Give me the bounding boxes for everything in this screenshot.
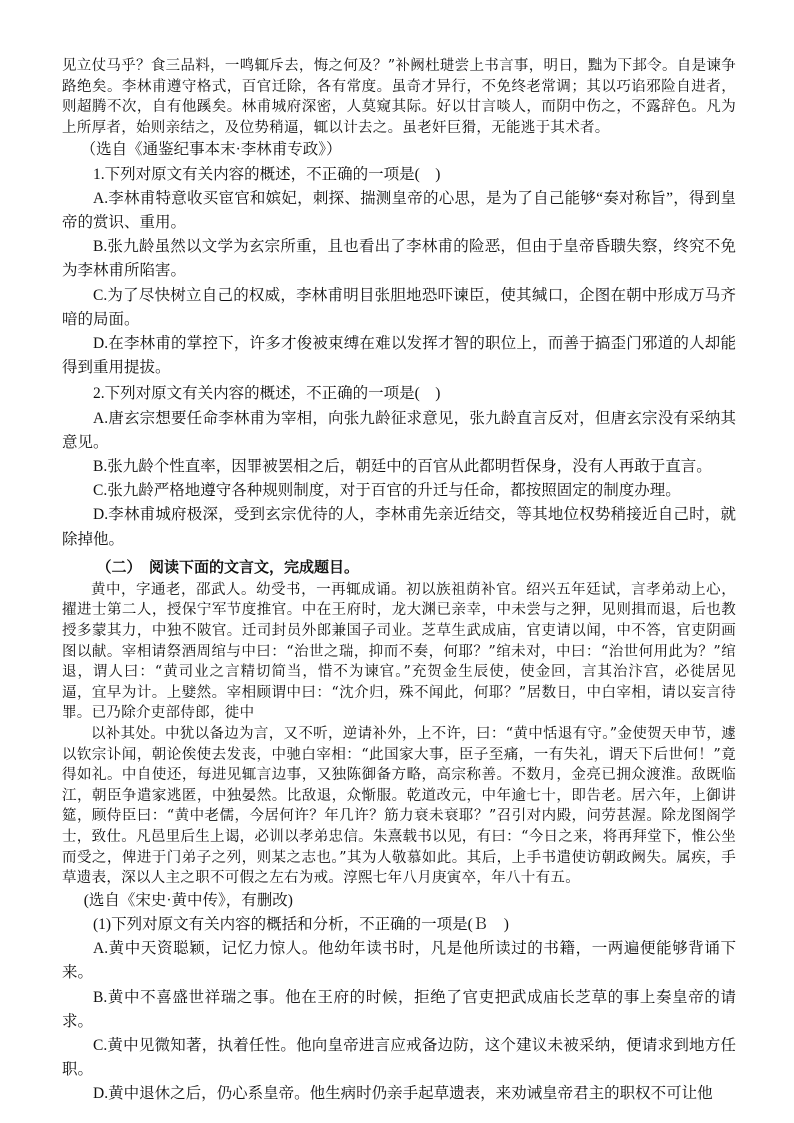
- question-3-stem: (1)下列对原文有关内容的概括和分析，不正确的一项是(Ｂ ): [93, 915, 509, 933]
- question-3-option-c: C.黄中见微知著，执着任性。他向皇帝进言应戒备边防，这个建议未被采纳，便请求到地方任职。: [62, 1036, 736, 1079]
- question-3: [62, 913, 736, 1107]
- question-2-option-d: D.李林甫城府极深，受到玄宗优待的人，李林甫先亲近结交，等其地位权势稍接近自己时，就除掉他。: [62, 506, 736, 548]
- question-1-option-a: A.李林甫特意收买宦官和嫔妃，刺探、揣测皇帝的心思，是为了自己能够“奏对称旨”，得到皇帝的赏识、重用。: [62, 189, 736, 231]
- question-2-option-b: B.张九龄个性直率，因罪被罢相之后，朝廷中的百官从此都明哲保身，没有人再敢于直言。: [93, 458, 712, 476]
- question-3-option-a: A.黄中天资聪颖，记忆力惊人。他幼年读书时，凡是他所读过的书籍，一两遍便能够背诵下来。: [62, 940, 736, 982]
- question-1-option-c: C.为了尽快树立自己的权威，李林甫明目张胆地恐吓谏臣，使其缄口，企图在朝中形成万马齐喑的局面。: [62, 286, 736, 328]
- passage-1-ending: 见立仗马乎？食三品料，一鸣辄斥去，悔之何及？”补阙杜琎尝上书言事，明日，黜为下邽令。自是谏争路绝矣。李林甫遵守格式，百官迁除，各有常度。虽奇才异行，不免终老常调；其以巧谄邪险自进者，则超腾不次，自有他蹊矣。林甫城府深密，人莫窥其际。好以甘言啖人，而阴中伤之，不露辞色。凡为上所厚者，始则亲结之，及位势稍逼，辄以计去之。虽老奸巨猾，无能逃于其术者。: [62, 58, 736, 136]
- question-2-option-a: A.唐玄宗想要任命李林甫为宰相，向张九龄征求意见，张九龄直言反对，但唐玄宗没有采纳其意见。: [62, 409, 736, 451]
- question-2: [62, 382, 736, 551]
- question-2-option-c: C.张九龄严格地遵守各种规则制度，对于百官的升迁与任命，都按照固定的制度办理。: [93, 482, 681, 500]
- question-3-option-b: B.黄中不喜盛世祥瑞之事。他在王府的时候，拒绝了官吏把武成庙长芝草的事上奏皇帝的请求。: [62, 988, 736, 1030]
- passage-1-source: （选自《通鉴纪事本末·李林甫专政》）: [80, 141, 342, 159]
- section-2-heading: （二） 阅读下面的文言文，完成题目。: [96, 557, 360, 576]
- question-1: [62, 163, 736, 381]
- question-1-stem: 1.下列对原文有关内容的概述，不正确的一项是( ): [93, 165, 441, 183]
- passage-2-paragraph-2: 以补其处。中犹以备边为言，又不听，逆请补外，上不许，曰：“黄中恬退有守。”金使贺天申节，遽以钦宗讣闻，朝论俟使去发丧，中驰白宰相：“此国家大事，臣子至痛，一有失礼，谓天下后世何！”竟得如礼。中自使还，每进见辄言边事，又独陈御备方略，高宗称善。不数月，金亮已拥众渡淮。敌既临江，朝臣争遣家逃匿，中独晏然。比敌退，众惭服。乾道改元，中年逾七十，即告老。居六年，上御讲筵，顾侍臣曰：“黄中老儒，今居何许？年几许？筋力衰未衰耶？”召引对内殿，问劳甚渥。除龙图阁学士，致仕。凡邑里后生上谒，必训以孝弟忠信。朱熹载书以见，有曰：“今日之来，将再拜堂下，惟公坐而受之，俾进于门弟子之列，则某之志也。”其为人敬慕如此。其后，上手书遣使访朝政阙失。属疾，手草遗表，深以人主之职不可假之左右为戒。淳熙七年八月庚寅卒，年八十有五。: [62, 725, 736, 887]
- question-3-option-d: D.黄中退休之后，仍心系皇帝。他生病时仍亲手起草遗表，来劝诫皇帝君主的职权不可让他: [93, 1085, 713, 1103]
- passage-2-paragraph-1: 黄中，字通老，邵武人。幼受书，一再辄成诵。初以族祖荫补官。绍兴五年廷试，言孝弟动上心，擢进士第二人，授保宁军节度推官。中在王府时，龙大渊已亲幸，中未尝与之狎，见则揖而退，后也教授多蒙其力，中独不陂官。迁司封员外郎兼国子司业。芝草生武成庙，官吏请以闻，中不答，官吏阴画图以献。宰相请祭酒周绾与中曰：“治世之瑞，抑而不奏，何耶？”绾未对，中曰：“治世何用此为？”绾退，谓人曰：“黄司业之言精切简当，惜不为谏官。”充贺金生辰使，使金回，言其治汴宫，必徙居见逼，宜早为计。上嬖然。宰相顾谓中曰：“沈介归，殊不闻此，何耶？”居数日，中白宰相，请以妄言待罪。已乃除介吏部侍郎，徙中: [62, 581, 736, 722]
- question-2-stem: 2.下列对原文有关内容的概述，不正确的一项是( ): [93, 385, 441, 403]
- question-1-option-b: B.张九龄虽然以文学为玄宗所重，且也看出了李林甫的险恶，但由于皇帝昏聩失察，终究不免为李林甫所陷害。: [62, 238, 736, 280]
- question-1-option-d: D.在李林甫的掌控下，许多才俊被束缚在难以发挥才智的职位上，而善于搞歪门邪道的人却能得到重用提拔。: [62, 335, 736, 377]
- passage-2-source: (选自《宋史·黄中传》，有删改): [83, 891, 293, 909]
